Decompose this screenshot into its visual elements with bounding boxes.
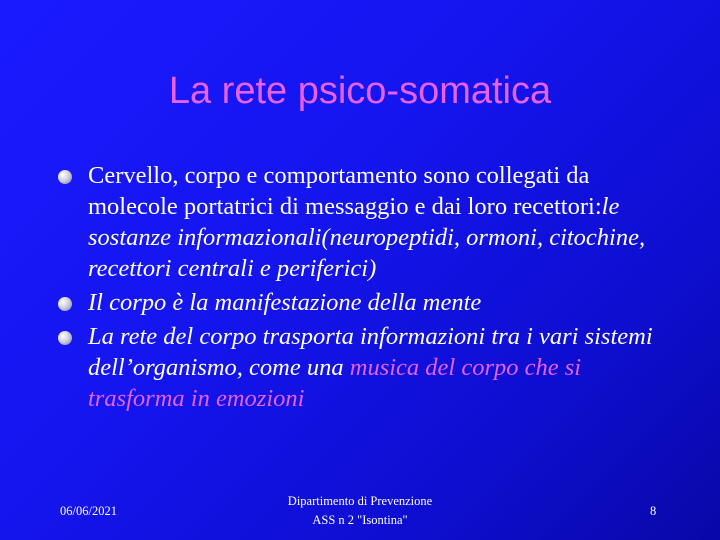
footer-date: 06/06/2021 — [60, 504, 117, 518]
bullet-3-text: La rete del corpo trasporta informazioni tra i vari sistemi dell’organismo, come una — [88, 323, 653, 381]
bullet-item-3 — [60, 321, 670, 414]
bullet-dot-icon — [58, 170, 72, 184]
bullet-1-text: Cervello, corpo e comportamento sono collegati da molecole portatrici di messaggio e dai loro recettori: — [88, 162, 602, 220]
slide-title: La rete psico-somatica — [168, 70, 552, 112]
bullet-3-highlight-text: musica del corpo che si trasforma in emozioni — [88, 354, 582, 412]
bullet-item-1 — [60, 160, 670, 284]
bullet-2-text: Il corpo è la manifestazione della mente — [88, 289, 482, 316]
bullet-item-2 — [60, 287, 670, 318]
bullet-dot-icon — [58, 331, 72, 345]
bullet-dot-icon — [58, 297, 72, 311]
footer-org-line-2: ASS n 2 "Isontina" — [312, 513, 408, 527]
footer-page-number: 8 — [650, 504, 657, 518]
bullet-list — [60, 160, 670, 417]
bullet-1-italic-text: le sostanze informazionali(neuropeptidi, ormoni, citochine, recettori centrali e periferici) — [88, 193, 646, 282]
footer-org-line-1: Dipartimento di Prevenzione — [287, 494, 433, 508]
footer-organization — [255, 492, 465, 530]
